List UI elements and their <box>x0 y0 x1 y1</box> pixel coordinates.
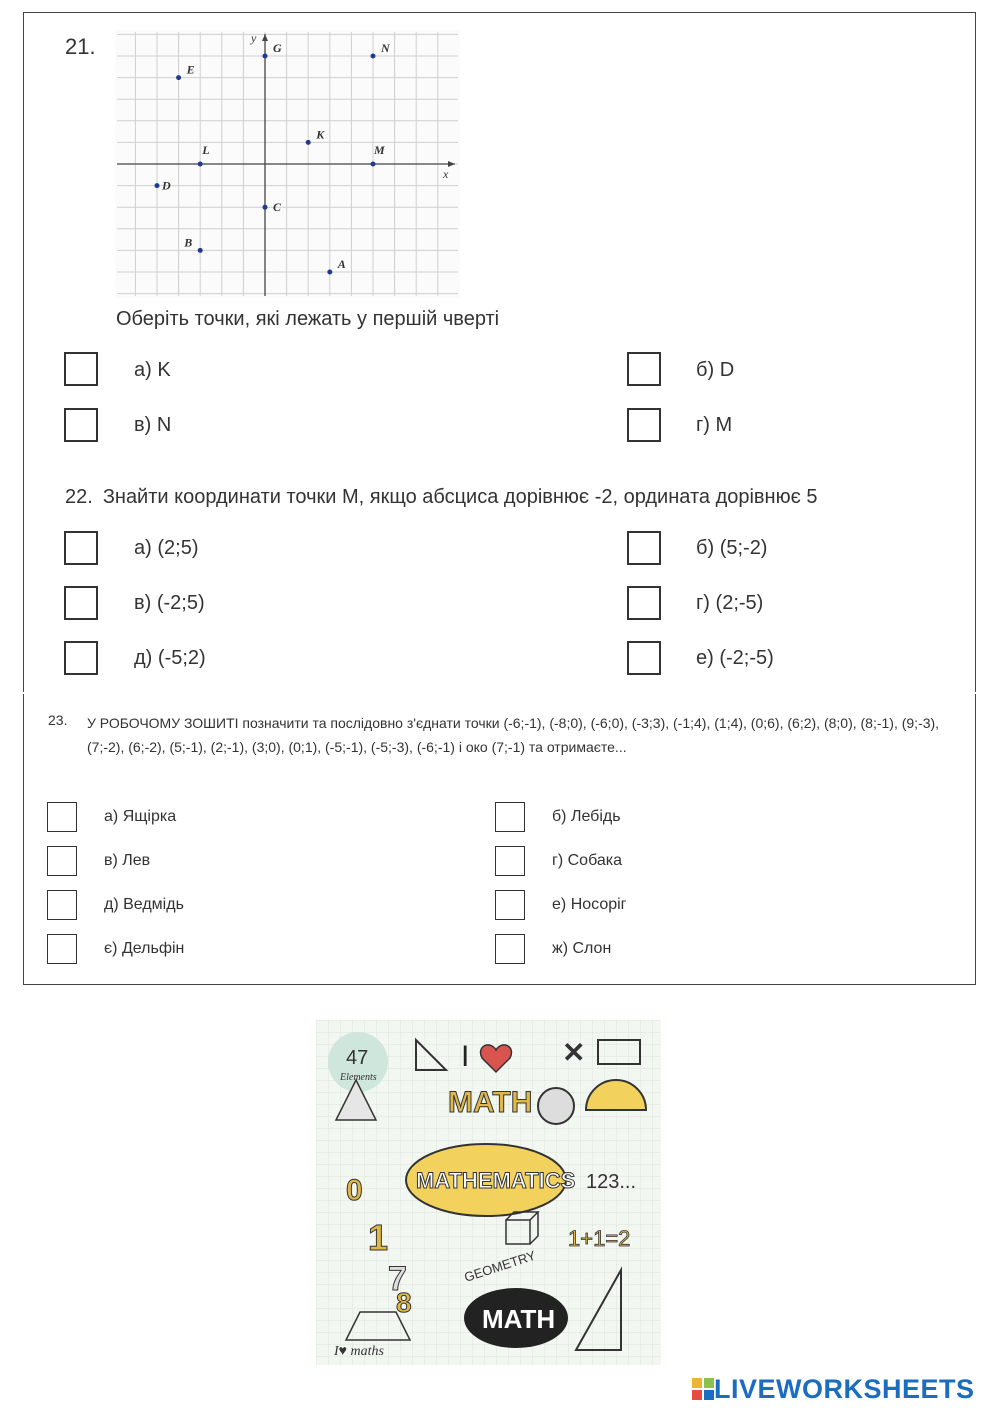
times-icon: ✕ <box>562 1037 586 1068</box>
point-label-B: B <box>184 235 193 250</box>
point-C <box>263 205 268 210</box>
q23-option-d-checkbox[interactable] <box>495 846 525 876</box>
q23-option-h: ж) Слон <box>552 940 612 957</box>
point-label-D: D <box>162 178 171 193</box>
q23-option-h-checkbox[interactable] <box>495 934 525 964</box>
question-23-text: У РОБОЧОМУ ЗОШИТІ позначити та послідовно з'єднати точки (-6;-1), (-8;0), (-6;0), (-3;3), (-1;4), (1;4), (0;6), (6;2), (8;0), (8;-1), (9;-3), (7;-2), (6;-2), (5;-1), (2;-1), (3;0), (0;1), (-5;-1), (-5;-3), (-6;-1) і око (7;-1) та отримаєте... <box>87 715 940 755</box>
bottom-math-word: MATH <box>482 1304 556 1334</box>
q22-option-f: е) (-2;-5) <box>696 647 774 669</box>
point-label-K: K <box>316 127 325 142</box>
number-0: 0 <box>346 1174 363 1207</box>
number-8: 8 <box>396 1287 412 1318</box>
q21-option-a: а) K <box>134 359 171 381</box>
q21-option-d: г) M <box>696 414 733 436</box>
badge-number: 47 <box>346 1047 369 1069</box>
q22-option-c-checkbox[interactable] <box>64 586 98 620</box>
number-1: 1 <box>368 1217 389 1258</box>
coordinate-plane <box>115 30 460 298</box>
q22-option-b-checkbox[interactable] <box>627 531 661 565</box>
q21-option-a-checkbox[interactable] <box>64 352 98 386</box>
point-A <box>327 270 332 275</box>
liveworksheets-logo[interactable] <box>692 1374 975 1404</box>
q21-option-b: б) D <box>696 359 735 381</box>
x-axis-label: x <box>443 167 449 181</box>
q22-option-d: г) (2;-5) <box>696 592 764 614</box>
q21-option-c-checkbox[interactable] <box>64 408 98 442</box>
q22-option-c: в) (-2;5) <box>134 592 205 614</box>
mathematics-word: MATHEMATICS <box>416 1168 576 1193</box>
point-B <box>198 248 203 253</box>
q23-option-f-checkbox[interactable] <box>495 890 525 920</box>
point-N <box>371 54 376 59</box>
point-label-E: E <box>186 62 195 77</box>
q22-option-e: д) (-5;2) <box>134 647 206 669</box>
q23-option-g: є) Дельфін <box>104 940 185 957</box>
question-23-number: 23. <box>48 712 68 728</box>
q22-option-d-checkbox[interactable] <box>627 586 661 620</box>
numbers-text: 123... <box>586 1171 637 1193</box>
q23-option-c-checkbox[interactable] <box>47 846 77 876</box>
top-math-word: MATH <box>448 1086 533 1119</box>
question-22-text: 22. Знайти координати точки М, якщо абсциса дорівнює -2, ордината дорівнює 5 <box>65 486 818 508</box>
i-love-text: I <box>461 1040 470 1073</box>
q21-option-d-checkbox[interactable] <box>627 408 661 442</box>
question-21-number: 21. <box>65 34 96 59</box>
point-label-C: C <box>273 200 282 215</box>
liveworksheets-icon <box>692 1378 714 1400</box>
q22-option-a-checkbox[interactable] <box>64 531 98 565</box>
q23-option-g-checkbox[interactable] <box>47 934 77 964</box>
q23-option-b: б) Лебідь <box>552 808 621 825</box>
q23-option-b-checkbox[interactable] <box>495 802 525 832</box>
point-D <box>155 183 160 188</box>
point-L <box>198 162 203 167</box>
question-21-text: Оберіть точки, які лежать у першій чверті <box>116 308 500 330</box>
math-doodle-illustration <box>316 1020 661 1365</box>
q23-option-c: в) Лев <box>104 852 151 869</box>
y-axis-label: y <box>251 31 257 45</box>
q23-option-a-checkbox[interactable] <box>47 802 77 832</box>
point-K <box>306 140 311 145</box>
point-label-A: A <box>337 257 346 271</box>
q22-option-e-checkbox[interactable] <box>64 641 98 675</box>
point-label-N: N <box>381 41 390 55</box>
point-M <box>371 162 376 167</box>
q22-option-b: б) (5;-2) <box>696 537 768 559</box>
point-label-G: G <box>273 41 282 55</box>
sum-text: 1+1=2 <box>568 1226 631 1251</box>
brand-name: LIVEWORKSHEETS <box>714 1373 975 1404</box>
geometry-word: GEOMETRY <box>462 1247 538 1285</box>
q23-option-d: г) Собака <box>552 852 623 869</box>
cylinder-icon <box>538 1088 574 1124</box>
q21-option-b-checkbox[interactable] <box>627 352 661 386</box>
point-E <box>176 75 181 80</box>
q23-option-e-checkbox[interactable] <box>47 890 77 920</box>
q23-option-a: а) Ящірка <box>104 808 177 825</box>
q22-option-a: а) (2;5) <box>134 537 199 559</box>
point-label-L: L <box>202 143 210 157</box>
badge-text: Elements <box>340 1072 377 1083</box>
q22-option-f-checkbox[interactable] <box>627 641 661 675</box>
i-heart-maths: I♥ maths <box>334 1344 384 1359</box>
q23-option-f: е) Носоріг <box>552 896 627 913</box>
q21-option-c: в) N <box>134 414 172 436</box>
section-divider <box>0 692 1000 694</box>
q23-option-e: д) Ведмідь <box>104 896 184 913</box>
number-7: 7 <box>388 1260 407 1298</box>
point-label-M: M <box>374 143 385 157</box>
point-G <box>263 54 268 59</box>
